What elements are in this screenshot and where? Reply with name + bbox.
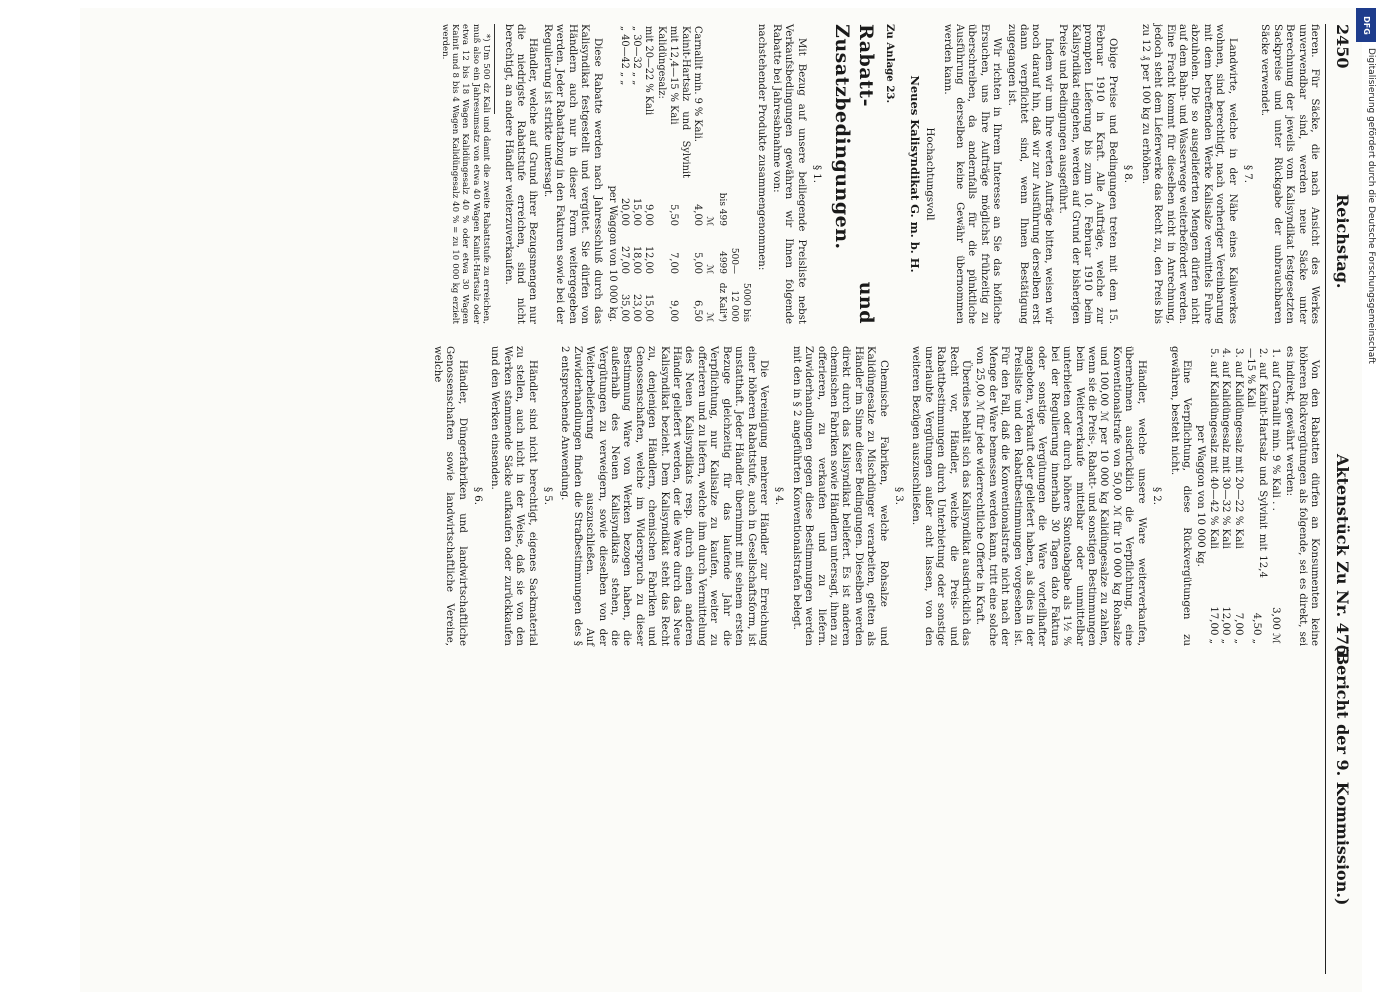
section-heading: § 3. — [893, 486, 904, 506]
footnote-rule — [494, 24, 495, 114]
paragraph: Indem wir um Ihre werten Aufträge bitten, weisen wir noch darauf hin, daß wir zur Ausführung derselben erst dann verpflichtet sind, wenn Ihnen Bestätigung zugegangen ist. — [1005, 24, 1054, 324]
paragraph: nachstehender Produkte zusammengenommen: — [756, 24, 768, 271]
paragraph: fieren. Für Säcke, die nach Ansicht des Werkes unverwendbar sind, werden neue Säcke unter Berechnung der jeweils vom Kalisyndikat festgesetzten Sackpreise und unter Rückgabe der unbrauchbaren Säcke verwendet. — [1259, 24, 1320, 324]
table-row — [618, 24, 630, 324]
paragraph: Obige Preise und Bedingungen treten mit dem 15. Februar 1910 in Kraft. Alle Aufträge, welche zur prompten Lieferung bis zum 10. Februar 1910 beim Kalisyndikat eingehen, werden auf Grund der bisherigen Preise und Bedingungen ausgeführt. — [1057, 24, 1118, 324]
rebate-price-table — [606, 24, 752, 324]
table-row — [691, 24, 703, 324]
refund-footer: per Waggon von 10 000 kg. — [1195, 425, 1207, 567]
credit-text: Digitalisierung gefördert durch die Deutsche Forschungsgemeinschaft — [1366, 48, 1376, 364]
table-cell: 5,00 — [692, 252, 704, 274]
list-item-label: 4. auf Kalidüngesalz mit 30—32 % Kali — [1220, 348, 1232, 549]
table-cell: 18,00 — [631, 245, 643, 274]
unit-cell: ℳ — [704, 312, 715, 322]
unit-cell: ℳ — [704, 264, 715, 274]
table-cell: 15,00 — [631, 197, 643, 226]
list-item — [1219, 346, 1231, 646]
section-heading: § 7. — [1241, 164, 1253, 184]
paragraph: Diese Rabatte werden nach Jahresschluß durch das Kalisyndikat festgestellt und vergütet. Sie dürfen von Händlern auch nur in dieser Form weitergegeben werden. Jeder Rabattabzug in den Fakturen sowie bei der Regulierung ist strikte untersagt. — [541, 24, 603, 324]
paragraph: Die Vereinigung mehrerer Händler zur Erreichung einer höheren Rabattstufe, auch in Gesellschaftsform, ist unstatthaft. Jeder Händler übernimmt mit seinem ersten Bezuge gleichzeitig für das laufende Jahr die Verpflichtung, nur Kalisalze zu kaufen, weiter zu offerieren und zu liefern, welche ihm durch Vermittelung des Neuen Kalisyndikats resp. durch einen anderen Händler geliefert werden, der die Ware durch das Neue Kalisyndikat bezieht. Dem Kalisyndikat steht das Recht zu, denjenigen Händlern, chemischen Fabriken und Genossenschaften, welche im Widerspruch zu dieser Bestimmung Ware von Werken bezogen haben, die außerhalb des Neuen Kalisyndikats stehen, die Vergütungen zu verweigern, sowie dieselben von der Weiterbelieferung auszuschließen. Auf Zuwiderhandlungen finden die Strafbestimmungen des § 2 entsprechende Anwendung. — [559, 346, 769, 646]
header-rule — [1325, 24, 1326, 974]
paragraph: Händler, welche unsere Ware weiterverkaufen, übernehmen ausdrücklich die Verpflichtung, eine Konventionalstrafe von 50,00 ℳ für 10 000 kg Rohsalze und 100,00 ℳ per 10 000 kg Kalidüngesalze zu zahlen, wenn sie die Preis-, Rabatt- und sonstigen Bestimmungen beim Weiterverkaufe mittelbar oder unmittelbar unterbieten oder durch höhere Skontoabgabe als 1½ % bei der Regulierung innerhalb 30 Tagen dato Faktura oder sonstige Vergütungen die Ware vorteilhafter angeboten, verkauft oder geliefert haben, als dies in der Preisliste und den Rabattbestimmungen vorgesehen ist. Für den Fall, daß die Konventionalstrafe nicht nach der Menge der Ware bemessen werden kann, tritt eine solche von 25,00 ℳ für jede widerrechtliche Offerte in Kraft. — [974, 346, 1147, 646]
column-right — [428, 346, 1320, 646]
paragraph: Von den Rabatten dürfen an Konsumenten keine höheren Rückvergütungen als folgende, sei es direkt, sei es indirekt, gewährt werden: — [1284, 346, 1320, 646]
table-cell: 4,00 — [692, 204, 704, 226]
paragraph: Händler, Düngerfabriken und landwirtschaftliche Genossenschaften sowie landwirtschaftliche Vereine, welche — [431, 346, 468, 646]
footnote: *) Um 500 dz Kali und damit die zweite Rabattstufe zu erreichen, muß also ein Jahresumsatz von etwa 40 Wagen Kainit-Hartsalz oder etwa 12 bis 18 Wagen Kalidüngesalz 40 % oder etwa 30 Wagen Kainit und 8 bis 4 Wagen Kalidüngesalz 40 % = zu 10 000 kg erzielt werden. — [439, 24, 492, 324]
table-cell: 12,00 — [643, 245, 655, 274]
annex-label: Zu Anlage 23. — [884, 24, 897, 104]
unit-cell: ℳ — [704, 216, 715, 226]
table-cell: 6,50 — [692, 300, 704, 322]
table-footer-row — [606, 24, 618, 324]
list-item — [1268, 346, 1280, 646]
page-header — [1326, 24, 1352, 974]
commission-title: (Bericht der 9. Kommission.) — [1333, 644, 1352, 906]
table-cell: 27,00 — [618, 245, 630, 274]
table-unit-row — [703, 24, 715, 324]
column-header: bis 499 — [716, 192, 727, 226]
table-row — [654, 24, 666, 324]
row-label: Kalidüngesalz: — [655, 26, 667, 99]
refund-list — [1206, 346, 1280, 646]
table-row — [667, 24, 691, 324]
section-heading: § 2. — [1151, 486, 1163, 506]
list-item-label: 1. auf Carnallit min. 9 % Kali . . — [1269, 348, 1281, 511]
row-label: Kainit-Hartsalz und Sylvinit mit 12,4—15 % Kali — [667, 26, 691, 178]
annex-title: Rabatt- und Zusatzbedingungen. — [831, 24, 877, 324]
row-label: „ 30—32 „ „ — [631, 26, 643, 86]
list-item — [1244, 346, 1269, 646]
table-cell: 5,50 — [667, 204, 679, 226]
left-running-title: Reichstag. — [1333, 194, 1352, 289]
table-row — [642, 24, 654, 324]
table-cell — [654, 228, 666, 276]
list-item-label: 3. auf Kalidüngesalz mit 20—22 % Kali — [1232, 348, 1244, 549]
paragraph: Wir richten in Ihrem Interesse an Sie das höfliche Ersuchen, uns Ihre Aufträge möglichst frühzeitig zu überschreiben, da andernfalls für die pünktliche Ausführung derselben keine Gewähr übernommen werden kann. — [941, 24, 1003, 324]
paragraph: Landwirte, welche in der Nähe eines Kaliwerkes wohnen, sind berechtigt, nach vorheriger Vereinbarung mit dem betreffenden Werke Kalisalze vermittels Fuhre abzuholen. Die so ausgelieferten Mengen dürfen nicht auf dem Bahn- und Wasserwege weiterbefördert werden. Eine Fracht kommt für dieselben nicht in Anrechnung, jedoch steht dem Lieferwerke das Recht zu, den Preis bis zu 12 ₰ per 100 kg zu erhöhen. — [1139, 24, 1238, 324]
column-left — [437, 24, 1320, 324]
table-cell: 23,00 — [631, 293, 643, 322]
paragraph: Händler sind nicht berechtigt, eigenes Sackmaterial zu stellen, auch nicht in der Weise, daß sie von den Werken stammende Säcke aufkaufen oder zurückkaufen und den Werken einsenden. — [489, 346, 538, 646]
section-heading: § 6. — [472, 486, 483, 506]
row-label: mit 20—22 % Kali — [643, 26, 655, 116]
list-item-value: 4,50 „ — [1251, 612, 1263, 644]
dfg-logo-icon: DFG — [1356, 8, 1376, 42]
table-cell: 7,00 — [667, 252, 679, 274]
section-heading: § 1. — [811, 164, 822, 184]
table-cell: 15,00 — [643, 293, 655, 322]
rotated-page — [80, 8, 1362, 992]
column-header: 500—4999 — [716, 247, 739, 274]
table-cell — [654, 276, 666, 324]
list-item-value: 7,00 „ — [1232, 612, 1244, 644]
running-title: Aktenstück Zu Nr. 475. — [1333, 454, 1352, 662]
list-item — [1206, 346, 1218, 646]
list-item-value: 17,00 „ — [1207, 606, 1219, 644]
paragraph: Mit Bezug auf unsere beiliegende Preisliste nebst Verkaufsbedingungen gewähren wir Ihnen folgende Rabatte bei Jahresabnahme von: — [770, 24, 807, 324]
signature: Neues Kalisyndikat G. m. b. H. — [907, 75, 922, 273]
table-header-row — [715, 24, 752, 324]
list-item — [1231, 346, 1243, 646]
row-label: „ 40—42 „ „ — [618, 26, 630, 86]
row-label: Carnallit min. 9 % Kali. — [692, 26, 704, 142]
closing-salutation: Hochachtungsvoll — [924, 127, 936, 221]
section-heading: § 4. — [773, 486, 785, 506]
list-item-label: 2. auf Kainit-Hartsalz und Sylvinit mit 12,4—15 % Kali — [1244, 348, 1269, 578]
list-item-label: 5. auf Kalidüngesalz mit 40—42 % Kali — [1207, 348, 1219, 549]
paragraph: Händler, welche auf Grund ihrer Bezugsmengen nur die niedrigste Rabattstufe erreichen, sind nicht berechtigt, an andere Händler weiterzuverkaufen. — [502, 24, 539, 324]
list-item-value: 12,00 „ — [1220, 606, 1232, 644]
table-cell: 9,00 — [667, 300, 679, 322]
table-cell — [654, 180, 666, 228]
table-cell: 20,00 — [618, 197, 630, 226]
table-footer: per Waggon von 10 000 kg. — [606, 185, 618, 322]
table-cell: 35,00 — [618, 293, 630, 322]
paragraph: Eine Verpflichtung, diese Rückvergütungen zu gewähren, besteht nicht. — [1168, 346, 1192, 646]
table-cell: 9,00 — [643, 204, 655, 226]
table-row — [630, 24, 642, 324]
section-heading: § 5. — [542, 486, 554, 506]
paragraph: Chemische Fabriken, welche Rohsalze und Kalidüngesalze zu Mischdünger verarbeiten, gelten als Händler im Sinne dieser Bedingungen. Dieselben werden direkt durch das Kalisyndikat beliefert. Es ist anderen chemischen Fabriken sowie Händlern untersagt, ihnen zu offerieren, zu verkaufen und zu liefern. Zuwiderhandlungen gegen diese Bestimmungen werden mit den in § 2 angeführten Konventionalstrafen belegt. — [790, 346, 889, 646]
list-item-value: 3,00 ℳ — [1269, 607, 1281, 644]
digitization-credit — [1355, 8, 1377, 993]
column-header: 5000 bis 12 000 dz Kali*) — [716, 282, 751, 322]
paragraph: Überdies behält sich das Kalisyndikat ausdrücklich das Recht vor, Händler, welche die Preis- und Rabattbestimmungen durch Unterbietung oder sonstige unerlaubte Vergütungen außer acht lassen, von den weiteren Bezügen auszuschließen. — [910, 346, 972, 646]
section-heading: § 8. — [1122, 164, 1134, 184]
page-number: 2450 — [1333, 24, 1352, 69]
